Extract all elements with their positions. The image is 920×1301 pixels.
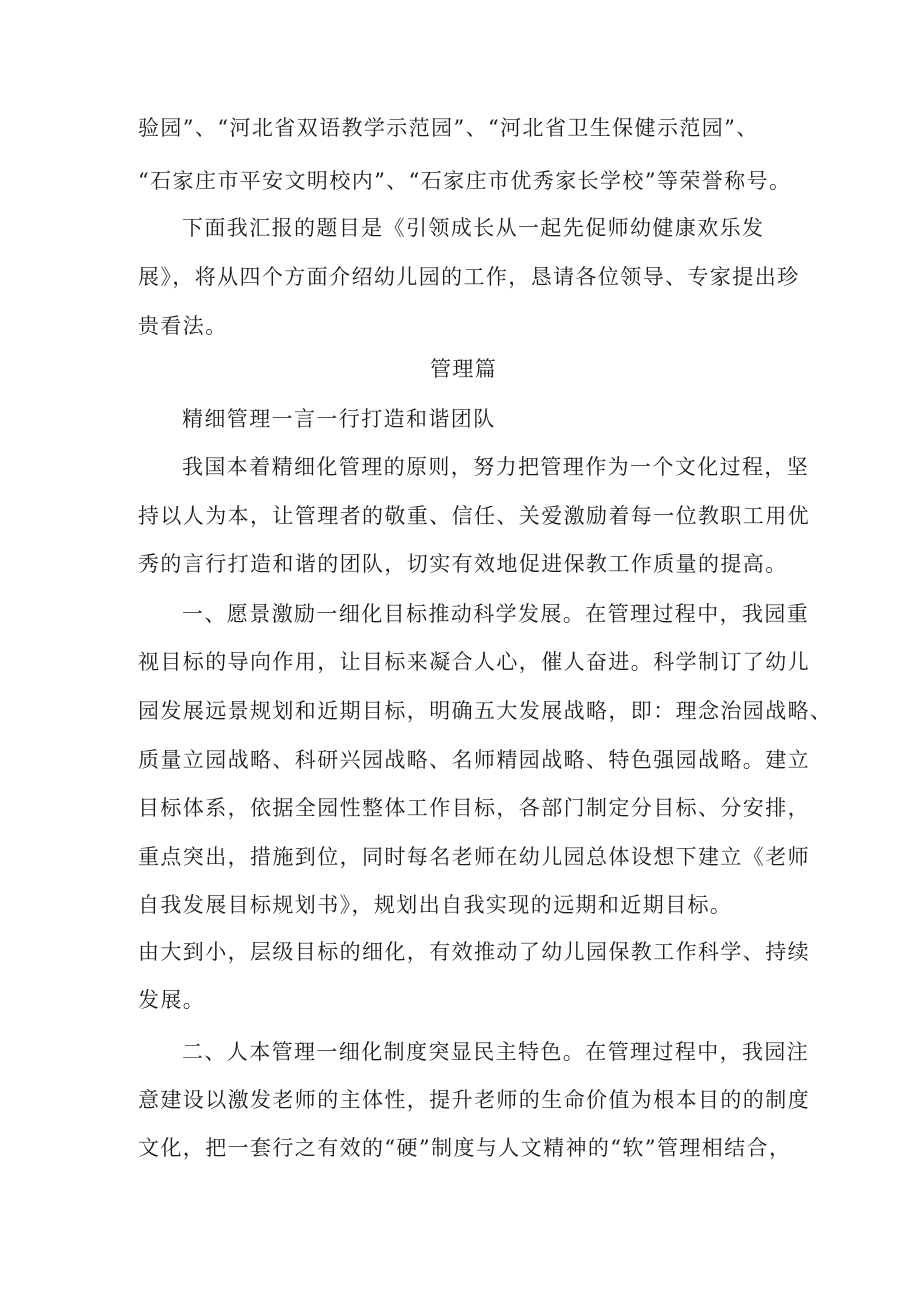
text-line: 秀的言行打造和谐的团队，切实有效地促进保教工作质量的提高。 [138, 552, 788, 576]
text-line: 我国本着精细化管理的原则，努力把管理作为一个文化过程，坚 [182, 455, 810, 479]
text-line: 目标体系，依据全园性整体工作目标，各部门制定分目标、分安排， [138, 796, 810, 820]
text-line: 文化，把一套行之有效的“硬”制度与人文精神的“软”管理相结合， [138, 1136, 792, 1160]
text-line: 验园”、“河北省双语教学示范园”、“河北省卫生保健示范园”、 [138, 116, 759, 140]
text-line: 展》，将从四个方面介绍幼儿园的工作，恳请各位领导、专家提出珍 [138, 265, 800, 289]
section-heading: 管理篇 [430, 357, 498, 381]
text-line: 质量立园战略、科研兴园战略、名师精园战略、特色强园战略。建立 [138, 748, 810, 772]
text-line: 二、人本管理一细化制度突显民主特色。在管理过程中，我园注 [182, 1040, 810, 1064]
text-line: 意建设以激发老师的主体性，提升老师的生命价值为根本目的的制度 [138, 1088, 810, 1112]
text-line: 视目标的导向作用，让目标来凝合人心，催人奋进。科学制订了幼儿 [138, 650, 810, 674]
text-line: 由大到小，层级目标的细化，有效推动了幼儿园保教工作科学、持续 [138, 940, 810, 964]
text-line: 一、愿景激励一细化目标推动科学发展。在管理过程中，我园重 [182, 602, 810, 626]
text-line: 贵看法。 [138, 314, 228, 338]
text-line: 重点突出，措施到位，同时每名老师在幼儿园总体设想下建立《老师 [138, 845, 810, 869]
text-line: “石家庄市平安文明校内”、“石家庄市优秀家长学校”等荣誉称号。 [138, 169, 792, 193]
text-line: 发展。 [138, 988, 206, 1012]
text-line: 园发展远景规划和近期目标，明确五大发展战略，即：理念治园战略、 [138, 699, 833, 723]
text-line: 自我发展目标规划书》，规划出自我实现的远期和近期目标。 [138, 893, 733, 917]
text-line: 持以人为本，让管理者的敬重、信任、关爱激励着每一位教职工用优 [138, 504, 810, 528]
subsection-heading: 精细管理一言一行打造和谐团队 [182, 407, 496, 431]
text-line: 下面我汇报的题目是《引领成长从一起先促师幼健康欢乐发 [182, 216, 765, 240]
